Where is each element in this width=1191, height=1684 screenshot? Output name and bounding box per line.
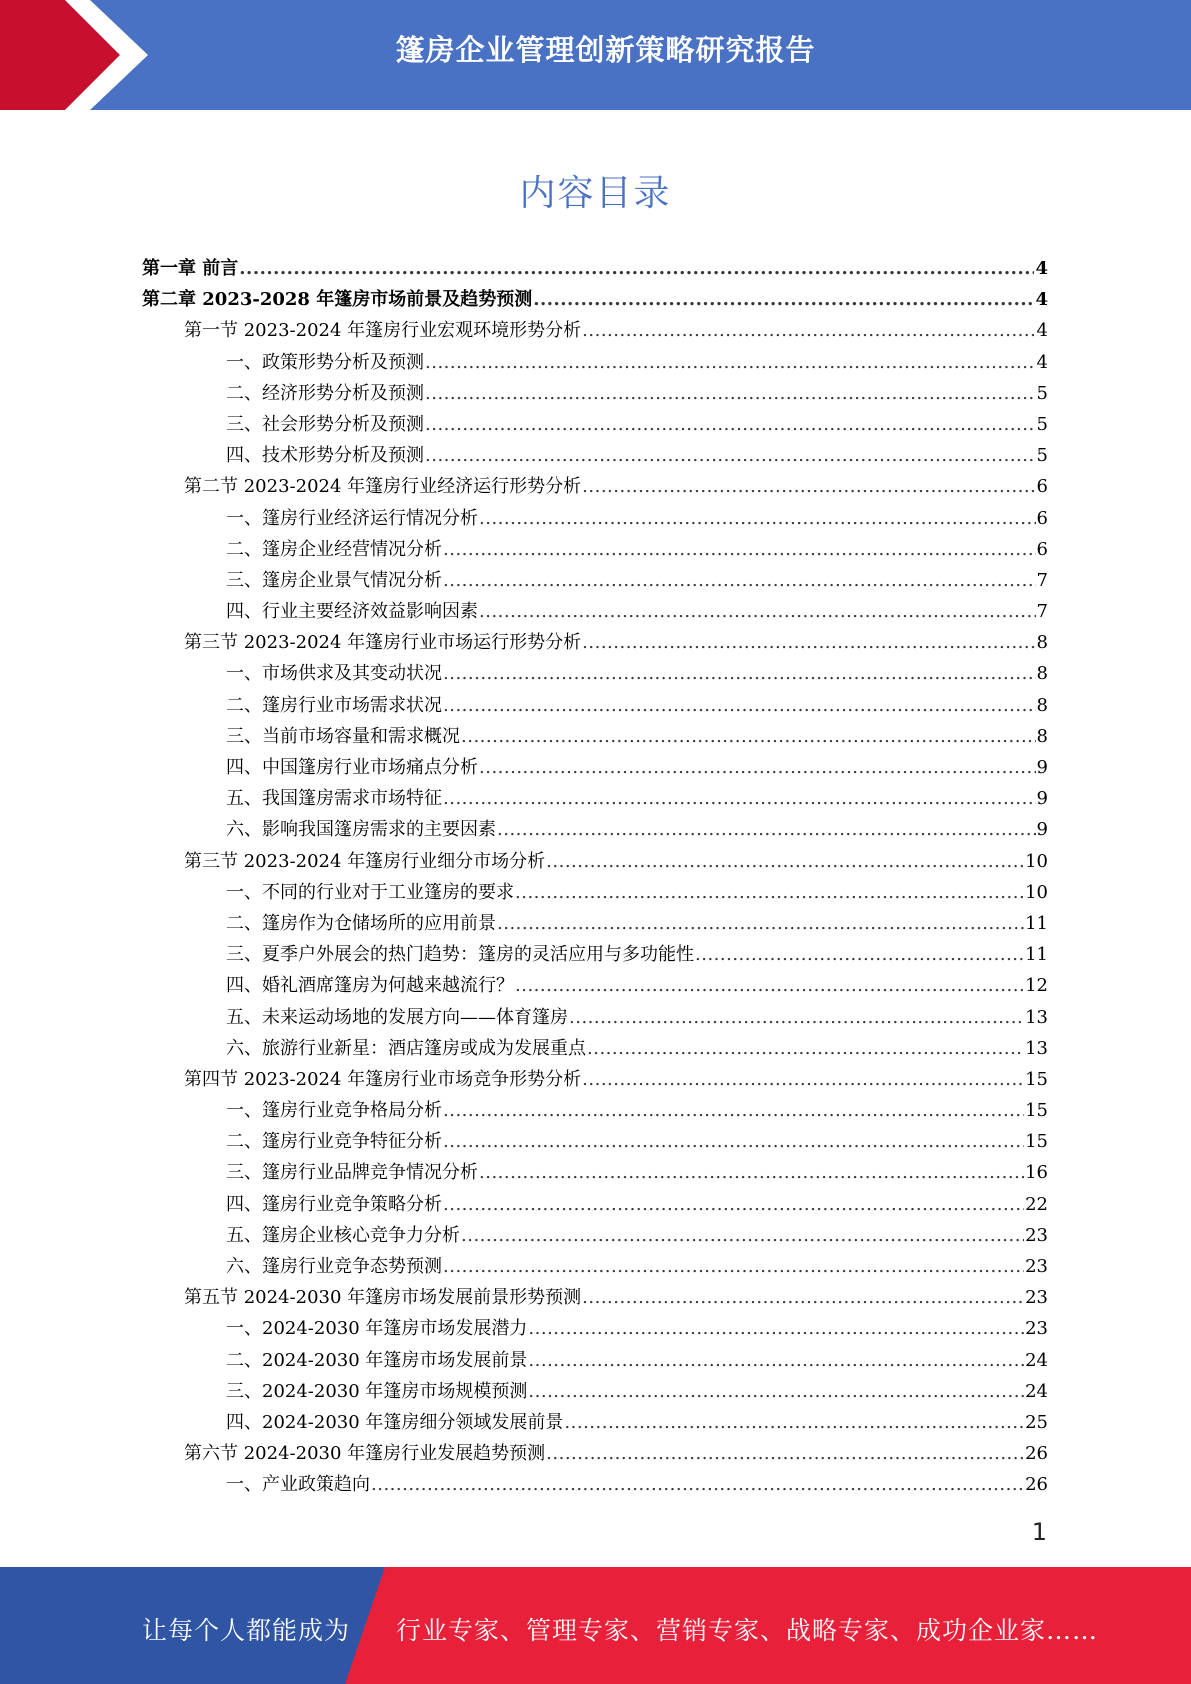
toc-entry-title: 一、政策形势分析及预测 xyxy=(226,351,424,373)
toc-entry-title: 第二节 2023-2024 年篷房行业经济运行形势分析 xyxy=(184,476,582,498)
toc-dot-leader xyxy=(695,939,1024,970)
toc-entry-page: 5 xyxy=(1036,413,1048,435)
toc-entry-page: 4 xyxy=(1035,289,1048,311)
toc-entry-title: 二、篷房企业经营情况分析 xyxy=(226,538,442,560)
page-number: 1 xyxy=(1031,1518,1047,1546)
toc-dot-leader xyxy=(582,1282,1024,1313)
toc-entry[interactable] xyxy=(142,378,1048,409)
toc-dot-leader xyxy=(582,471,1035,502)
toc-entry[interactable] xyxy=(142,1095,1048,1126)
toc-entry[interactable] xyxy=(142,253,1048,284)
toc-entry-page: 9 xyxy=(1036,788,1048,810)
toc-dot-leader xyxy=(528,1376,1024,1407)
toc-entry-title: 五、未来运动场地的发展方向——体育篷房 xyxy=(226,1006,568,1028)
toc-dot-leader xyxy=(546,1438,1024,1469)
toc-dot-leader xyxy=(443,690,1036,721)
footer-slogan-left: 让每个人都能成为 xyxy=(142,1616,351,1645)
toc-dot-leader xyxy=(443,1251,1024,1282)
toc-entry-page: 4 xyxy=(1036,351,1048,373)
toc-entry-title: 三、篷房行业品牌竞争情况分析 xyxy=(226,1162,478,1184)
toc-list xyxy=(142,253,1048,1501)
toc-heading: 内容目录 xyxy=(519,173,672,214)
toc-dot-leader xyxy=(461,1220,1024,1251)
toc-dot-leader xyxy=(479,596,1036,627)
toc-entry-title: 第五节 2024-2030 年篷房市场发展前景形势预测 xyxy=(184,1287,582,1309)
toc-entry-page: 6 xyxy=(1036,476,1048,498)
toc-entry-title: 四、行业主要经济效益影响因素 xyxy=(226,601,478,623)
toc-dot-leader xyxy=(497,908,1024,939)
toc-entry[interactable] xyxy=(142,752,1048,783)
toc-entry[interactable] xyxy=(142,970,1048,1001)
toc-entry-page: 26 xyxy=(1025,1474,1048,1496)
toc-entry-page: 6 xyxy=(1036,538,1048,560)
toc-entry-page: 15 xyxy=(1025,1131,1048,1153)
toc-entry-page: 24 xyxy=(1025,1380,1048,1402)
toc-entry-page: 9 xyxy=(1036,757,1048,778)
toc-entry-title: 第三节 2023-2024 年篷房行业市场运行形势分析 xyxy=(184,632,582,654)
toc-entry-page: 23 xyxy=(1025,1224,1048,1246)
toc-entry-page: 10 xyxy=(1025,881,1048,903)
toc-entry-page: 7 xyxy=(1036,569,1048,591)
toc-entry-title: 一、不同的行业对于工业篷房的要求 xyxy=(226,881,514,903)
toc-entry-title: 六、旅游行业新星：酒店篷房或成为发展重点 xyxy=(226,1037,586,1059)
toc-dot-leader xyxy=(443,658,1036,689)
toc-entry-title: 一、产业政策趋向 xyxy=(226,1474,370,1496)
toc-entry-page: 8 xyxy=(1036,725,1048,747)
toc-entry[interactable] xyxy=(142,409,1048,440)
toc-entry[interactable] xyxy=(142,1157,1048,1188)
toc-entry[interactable] xyxy=(142,939,1048,970)
toc-entry-page: 23 xyxy=(1025,1318,1048,1340)
toc-entry[interactable] xyxy=(142,1251,1048,1282)
toc-entry[interactable] xyxy=(142,1033,1048,1064)
toc-entry-page: 13 xyxy=(1025,1006,1048,1028)
toc-dot-leader xyxy=(239,253,1034,284)
toc-entry[interactable] xyxy=(142,1345,1048,1376)
toc-entry-page: 16 xyxy=(1025,1162,1048,1184)
toc-dot-leader xyxy=(582,627,1035,658)
toc-entry-page: 11 xyxy=(1025,912,1048,934)
toc-entry-page: 15 xyxy=(1025,1068,1048,1090)
toc-entry[interactable] xyxy=(142,1189,1048,1220)
toc-dot-leader xyxy=(425,347,1036,378)
toc-dot-leader xyxy=(443,1095,1024,1126)
toc-dot-leader xyxy=(443,565,1036,596)
toc-dot-leader xyxy=(564,1407,1024,1438)
toc-entry[interactable] xyxy=(142,565,1048,596)
toc-entry-title: 第三节 2023-2024 年篷房行业细分市场分析 xyxy=(184,850,546,872)
toc-entry-title: 第二章 2023-2028 年篷房市场前景及趋势预测 xyxy=(142,289,533,311)
toc-entry[interactable] xyxy=(142,783,1048,814)
toc-entry-title: 三、篷房企业景气情况分析 xyxy=(226,569,442,591)
toc-entry[interactable] xyxy=(142,1064,1048,1095)
toc-entry-title: 五、篷房企业核心竞争力分析 xyxy=(226,1224,460,1246)
toc-entry[interactable] xyxy=(142,658,1048,689)
toc-entry-page: 11 xyxy=(1025,944,1048,966)
toc-entry[interactable] xyxy=(142,503,1048,534)
toc-entry[interactable] xyxy=(142,908,1048,939)
toc-dot-leader xyxy=(443,1126,1024,1157)
toc-entry-title: 一、篷房行业竞争格局分析 xyxy=(226,1100,442,1122)
report-title: 篷房企业管理创新策略研究报告 xyxy=(395,33,816,67)
toc-entry-title: 第一节 2023-2024 年篷房行业宏观环境形势分析 xyxy=(184,320,582,342)
toc-entry-page: 22 xyxy=(1025,1193,1048,1215)
toc-entry-title: 六、篷房行业竞争态势预测 xyxy=(226,1256,442,1277)
toc-dot-leader xyxy=(582,1064,1024,1095)
toc-dot-leader xyxy=(587,1033,1024,1064)
toc-entry-title: 二、篷房作为仓储场所的应用前景 xyxy=(226,912,496,934)
toc-entry-page: 12 xyxy=(1025,975,1048,997)
toc-dot-leader xyxy=(515,970,1024,1001)
toc-entry[interactable] xyxy=(142,1376,1048,1407)
toc-dot-leader xyxy=(425,440,1036,471)
toc-entry-title: 四、中国篷房行业市场痛点分析 xyxy=(226,757,478,778)
toc-entry-page: 7 xyxy=(1036,601,1048,623)
toc-entry-page: 26 xyxy=(1025,1443,1048,1465)
toc-entry-title: 四、技术形势分析及预测 xyxy=(226,445,424,467)
toc-entry-title: 二、篷房行业市场需求状况 xyxy=(226,694,442,716)
toc-entry-page: 5 xyxy=(1036,445,1048,467)
toc-entry[interactable] xyxy=(142,1407,1048,1438)
footer-slogan-right: 行业专家、管理专家、营销专家、战略专家、成功企业家…… xyxy=(396,1616,1099,1645)
toc-entry[interactable] xyxy=(142,1282,1048,1313)
toc-entry-page: 4 xyxy=(1035,258,1048,279)
toc-entry-page: 23 xyxy=(1025,1256,1048,1277)
toc-entry[interactable] xyxy=(142,627,1048,658)
toc-entry[interactable] xyxy=(142,284,1048,315)
toc-entry-page: 15 xyxy=(1025,1100,1048,1122)
toc-entry[interactable] xyxy=(142,534,1048,565)
toc-entry-title: 四、2024-2030 年篷房细分领域发展前景 xyxy=(226,1411,564,1433)
toc-entry-page: 8 xyxy=(1036,663,1048,685)
toc-entry-title: 四、篷房行业竞争策略分析 xyxy=(226,1193,442,1215)
toc-dot-leader xyxy=(497,814,1036,845)
toc-dot-leader xyxy=(479,752,1036,783)
toc-entry-page: 24 xyxy=(1025,1349,1048,1371)
toc-dot-leader xyxy=(528,1313,1024,1344)
toc-entry-title: 三、2024-2030 年篷房市场规模预测 xyxy=(226,1380,528,1402)
toc-entry-title: 三、当前市场容量和需求概况 xyxy=(226,725,460,747)
toc-dot-leader xyxy=(461,721,1036,752)
toc-entry[interactable] xyxy=(142,596,1048,627)
toc-entry-page: 5 xyxy=(1036,382,1048,404)
toc-entry[interactable] xyxy=(142,721,1048,752)
toc-dot-leader xyxy=(443,534,1036,565)
toc-entry-title: 五、我国篷房需求市场特征 xyxy=(226,788,442,810)
toc-dot-leader xyxy=(425,378,1036,409)
toc-entry[interactable] xyxy=(142,877,1048,908)
toc-dot-leader xyxy=(533,284,1034,315)
toc-entry-page: 25 xyxy=(1025,1411,1048,1433)
toc-dot-leader xyxy=(569,1002,1024,1033)
toc-entry[interactable] xyxy=(142,440,1048,471)
toc-entry-page: 8 xyxy=(1036,632,1048,654)
toc-entry[interactable] xyxy=(142,1438,1048,1469)
toc-entry[interactable] xyxy=(142,1220,1048,1251)
toc-entry-title: 一、篷房行业经济运行情况分析 xyxy=(226,507,478,529)
toc-entry[interactable] xyxy=(142,347,1048,378)
toc-entry-title: 二、2024-2030 年篷房市场发展前景 xyxy=(226,1349,528,1371)
toc-dot-leader xyxy=(479,503,1036,534)
toc-entry-title: 三、夏季户外展会的热门趋势：篷房的灵活应用与多功能性 xyxy=(226,944,694,966)
toc-dot-leader xyxy=(582,315,1035,346)
toc-entry[interactable] xyxy=(142,1469,1048,1500)
toc-entry-page: 23 xyxy=(1025,1287,1048,1309)
toc-entry[interactable] xyxy=(142,1126,1048,1157)
toc-entry[interactable] xyxy=(142,1002,1048,1033)
toc-entry-page: 6 xyxy=(1036,507,1048,529)
toc-entry-title: 第六节 2024-2030 年篷房行业发展趋势预测 xyxy=(184,1443,546,1465)
toc-entry-page: 13 xyxy=(1025,1037,1048,1059)
toc-dot-leader xyxy=(425,409,1036,440)
toc-entry[interactable] xyxy=(142,1313,1048,1344)
toc-dot-leader xyxy=(479,1157,1024,1188)
toc-entry-title: 四、婚礼酒席篷房为何越来越流行？ xyxy=(226,975,514,997)
toc-entry-title: 一、2024-2030 年篷房市场发展潜力 xyxy=(226,1318,528,1340)
toc-dot-leader xyxy=(443,783,1036,814)
toc-dot-leader xyxy=(546,846,1024,877)
toc-entry-title: 三、社会形势分析及预测 xyxy=(226,413,424,435)
toc-entry-page: 10 xyxy=(1025,850,1048,872)
toc-entry-title: 一、市场供求及其变动状况 xyxy=(226,663,442,685)
toc-entry-title: 二、经济形势分析及预测 xyxy=(226,382,424,404)
toc-dot-leader xyxy=(528,1345,1024,1376)
toc-entry-title: 二、篷房行业竞争特征分析 xyxy=(226,1131,442,1153)
toc-entry[interactable] xyxy=(142,315,1048,346)
toc-entry-page: 8 xyxy=(1036,694,1048,716)
toc-entry-page: 4 xyxy=(1036,320,1048,342)
toc-dot-leader xyxy=(443,1189,1024,1220)
toc-entry-title: 六、影响我国篷房需求的主要因素 xyxy=(226,819,496,841)
toc-dot-leader xyxy=(371,1469,1024,1500)
toc-entry-page: 9 xyxy=(1036,819,1048,841)
toc-entry[interactable] xyxy=(142,846,1048,877)
toc-entry[interactable] xyxy=(142,814,1048,845)
toc-entry-title: 第四节 2023-2024 年篷房行业市场竞争形势分析 xyxy=(184,1068,582,1090)
toc-dot-leader xyxy=(515,877,1024,908)
toc-entry-title: 第一章 前言 xyxy=(142,258,239,279)
toc-entry[interactable] xyxy=(142,471,1048,502)
toc-entry[interactable] xyxy=(142,690,1048,721)
